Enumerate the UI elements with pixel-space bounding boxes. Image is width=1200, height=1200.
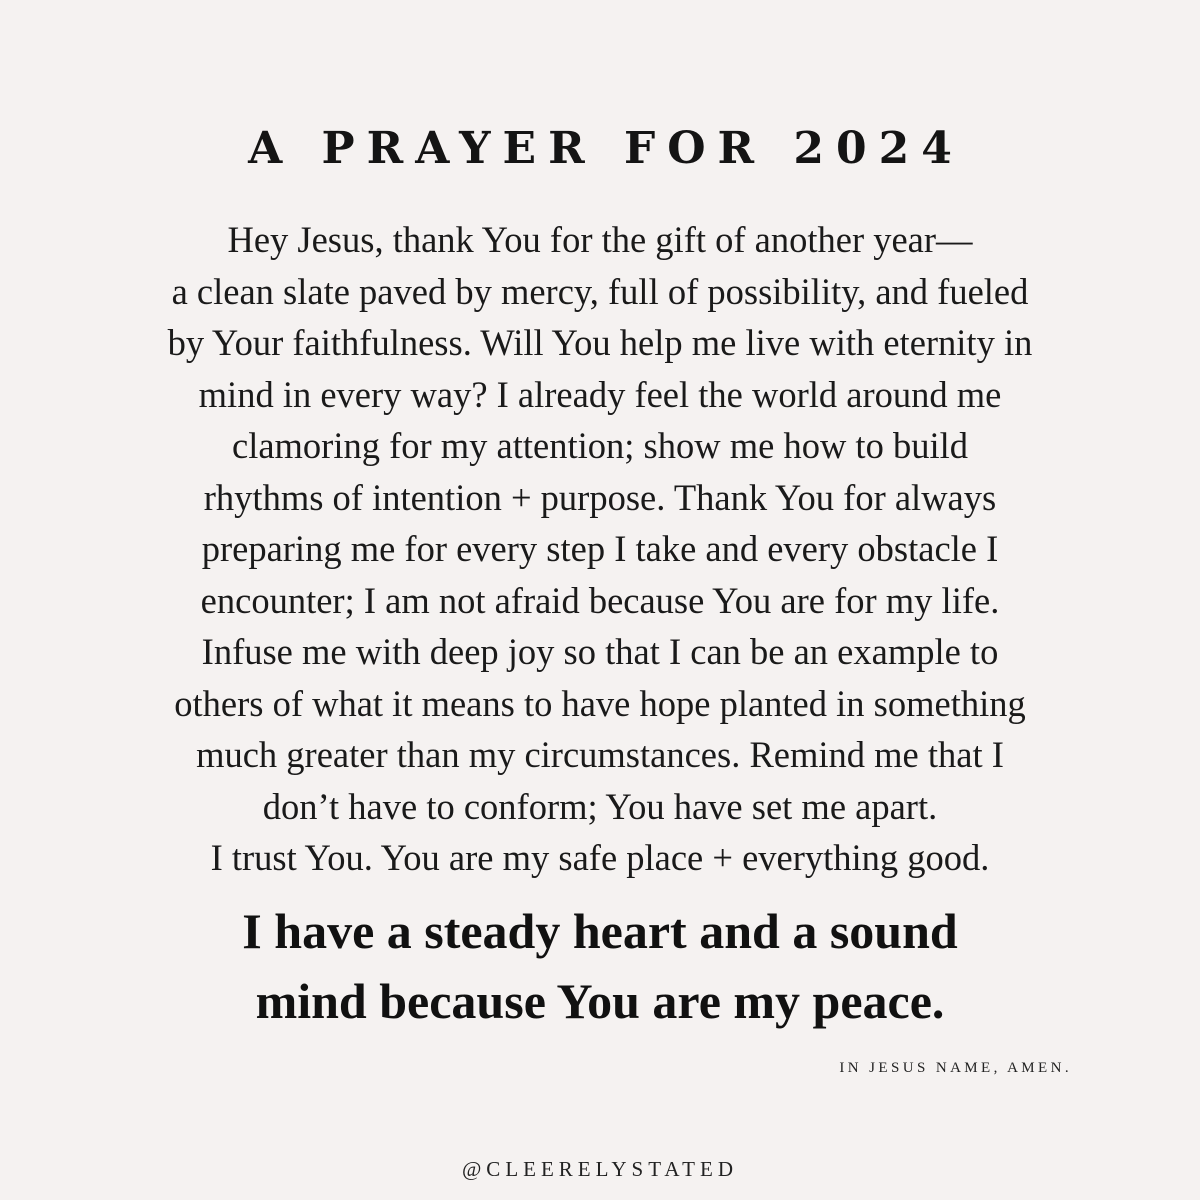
- page-title: A PRAYER FOR 2024: [248, 123, 964, 175]
- prayer-line: mind in every way? I already feel the world around me: [198, 373, 1002, 415]
- affirmation-line: I have a steady heart and a sound: [242, 903, 958, 959]
- prayer-line: much greater than my circumstances. Remind me that I: [196, 734, 1004, 775]
- affirmation-line: mind because You are my peace.: [255, 973, 945, 1029]
- prayer-line: Hey Jesus, thank You for the gift of another year—: [227, 219, 973, 260]
- prayer-line: rhythms of intention + purpose. Thank You for always: [203, 476, 997, 518]
- signoff: IN JESUS NAME, AMEN.: [839, 1060, 1072, 1076]
- prayer-line: clamoring for my attention; show me how to build: [232, 425, 968, 466]
- prayer-line: Infuse me with deep joy so that I can be an example to: [201, 631, 999, 672]
- prayer-body: [0, 214, 1200, 884]
- prayer-line: preparing me for every step I take and every obstacle I: [201, 528, 999, 569]
- prayer-line: I trust You. You are my safe place + everything good.: [210, 837, 990, 878]
- prayer-line: by Your faithfulness. Will You help me live with eternity in: [167, 322, 1033, 363]
- prayer-line: don’t have to conform; You have set me apart.: [262, 785, 938, 827]
- prayer-line: encounter; I am not afraid because You are for my life.: [200, 579, 1000, 621]
- prayer-line: a clean slate paved by mercy, full of possibility, and fueled: [171, 270, 1029, 312]
- prayer-line: others of what it means to have hope planted in something: [174, 682, 1026, 724]
- social-handle: @CLEERELYSTATED: [461, 1157, 739, 1181]
- affirmation: [0, 896, 1200, 1036]
